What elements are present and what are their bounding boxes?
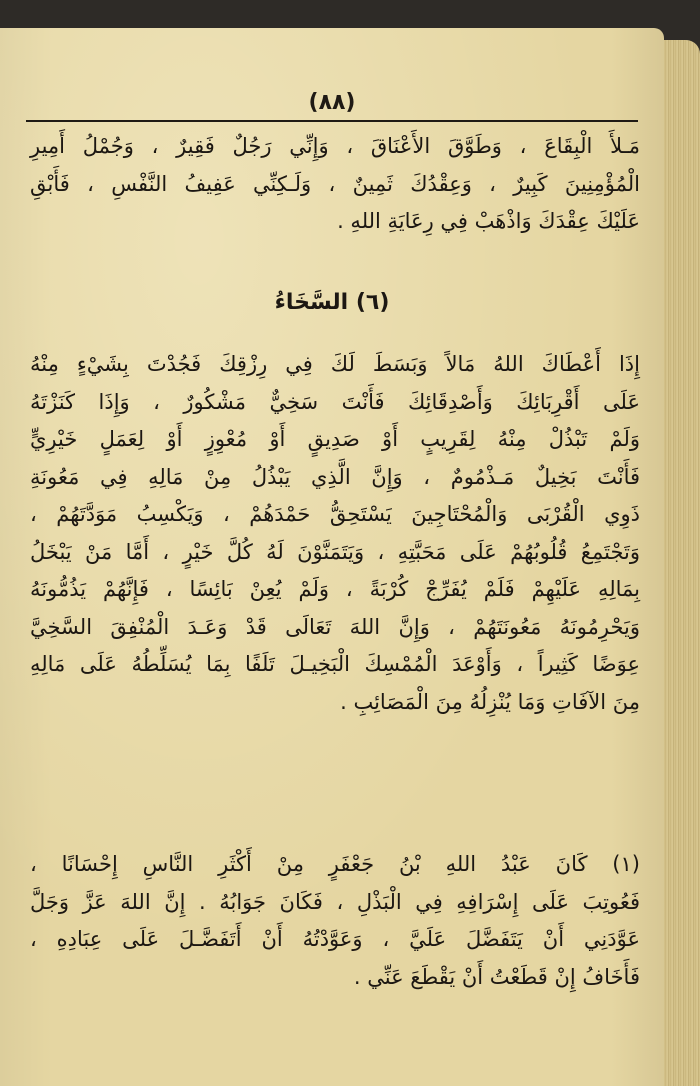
text-line: عَلَيْكَ عِقْدَكَ وَاذْهَبْ فِي رِعَايَةِ اللهِ . xyxy=(337,209,640,233)
header-rule xyxy=(26,120,638,122)
paragraph-continued xyxy=(30,128,640,241)
text-line: وَتَجْتَمِعُ قُلُوبُهُمْ عَلَى مَحَبَّتِهِ ، وَيَتَمَنَّوْنَ لَهُ كُلَّ خَيْرٍ ، أَمَّا مَنْ يَبْخَلُ xyxy=(30,539,640,564)
text-line: فَأَخَافُ إِنْ قَطَعْتُ أَنْ يَقْطَعَ عَنِّي . xyxy=(353,964,640,989)
page-number: (٨٨) xyxy=(308,90,356,115)
text-line: عِوَضًا كَثِيراً ، وَأَوْعَدَ الْمُمْسِكَ الْبَخِيـلَ تَلَفًا بِمَا يُسَلِّطُهُ عَلَى مَالِهِ xyxy=(30,652,640,676)
text-line: مِنَ الآفَاتِ وَمَا يُنْزِلُهُ مِنَ الْمَصَائِبِ . xyxy=(340,689,640,714)
paragraph-anecdote xyxy=(30,846,640,996)
text-line: وَلَمْ تَبْذُلْ مِنْهُ لِقَرِيبٍ أَوْ صَدِيقٍ أَوْ مُعْوِزٍ أَوْ لِعَمَلٍ خَيْرِيٍّ xyxy=(30,427,640,451)
paragraph-generosity xyxy=(30,346,640,721)
text-line: فَعُوتِبَ عَلَى إِسْرَافِهِ فِي الْبَذْلِ ، فَكَانَ جَوَابُهُ . إِنَّ اللهَ عَزَّ وَجَلَّ xyxy=(30,889,640,914)
text-line: إِذَا أَعْطَاكَ اللهُ مَالاً وَبَسَطَ لَكَ فِي رِزْقِكَ فَجُدْتَ بِشَيْءٍ مِنْهُ xyxy=(30,352,640,376)
section-heading: (٦) السَّخَاءُ xyxy=(274,290,390,315)
text-line: عَلَى أَقْرِبَائِكَ وَأَصْدِقَائِكَ فَأَنْتَ سَخِيٌّ مَشْكُورٌ ، وَإِذَا كَنَزْتَهُ xyxy=(30,389,640,414)
text-line: عَوَّدَنِي أَنْ يَتَفَضَّلَ عَلَيَّ ، وَعَوَّدْتُهُ أَنْ أَتَفَضَّـلَ عَلَى عِبَادِهِ ، xyxy=(30,927,640,951)
text-line: وَيَحْرِمُونَهُ مَعُونَتَهُمْ ، وَإِنَّ اللهَ تَعَالَى قَدْ وَعَـدَ الْمُنْفِقَ السَّخِيَّ xyxy=(30,614,640,639)
text-line: ذَوِي الْقُرْبَى وَالْمُحْتَاجِينَ يَسْتَحِقُّ حَمْدَهُمْ ، وَيَكْسِبُ مَوَدَّتَهُمْ ، xyxy=(30,502,640,526)
page-edges xyxy=(664,40,700,1086)
text-line: مَـلأَ الْبِقَاعَ ، وَطَوَّقَ الأَعْنَاقَ ، وَإِنِّي رَجُلٌ فَقِيرٌ ، وَجُمْلُ أَمِيرِ xyxy=(30,134,640,158)
text-line: بِمَالِهِ عَلَيْهِمْ فَلَمْ يُفَرِّجْ كُرْبَةً ، وَلَمْ يُعِنْ بَائِسًا ، فَإِنَّهُمْ يَذُمُّونَهُ xyxy=(30,577,640,601)
text-line: الْمُؤْمِنِينَ كَبِيرٌ ، وَعِقْدُكَ ثَمِينٌ ، وَلَـكِنِّي عَفِيفُ النَّفْسِ ، فَأَبْقِ xyxy=(30,171,640,196)
text-line: (١) كَانَ عَبْدُ اللهِ بْنُ جَعْفَرٍ مِنْ أَكْثَرِ النَّاسِ إِحْسَانًا ، xyxy=(30,852,640,876)
text-line: فَأَنْتَ بَخِيلٌ مَـذْمُومٌ ، وَإِنَّ الَّذِي يَبْذُلُ مِنْ مَالِهِ فِي مَعُونَةِ xyxy=(30,464,640,489)
